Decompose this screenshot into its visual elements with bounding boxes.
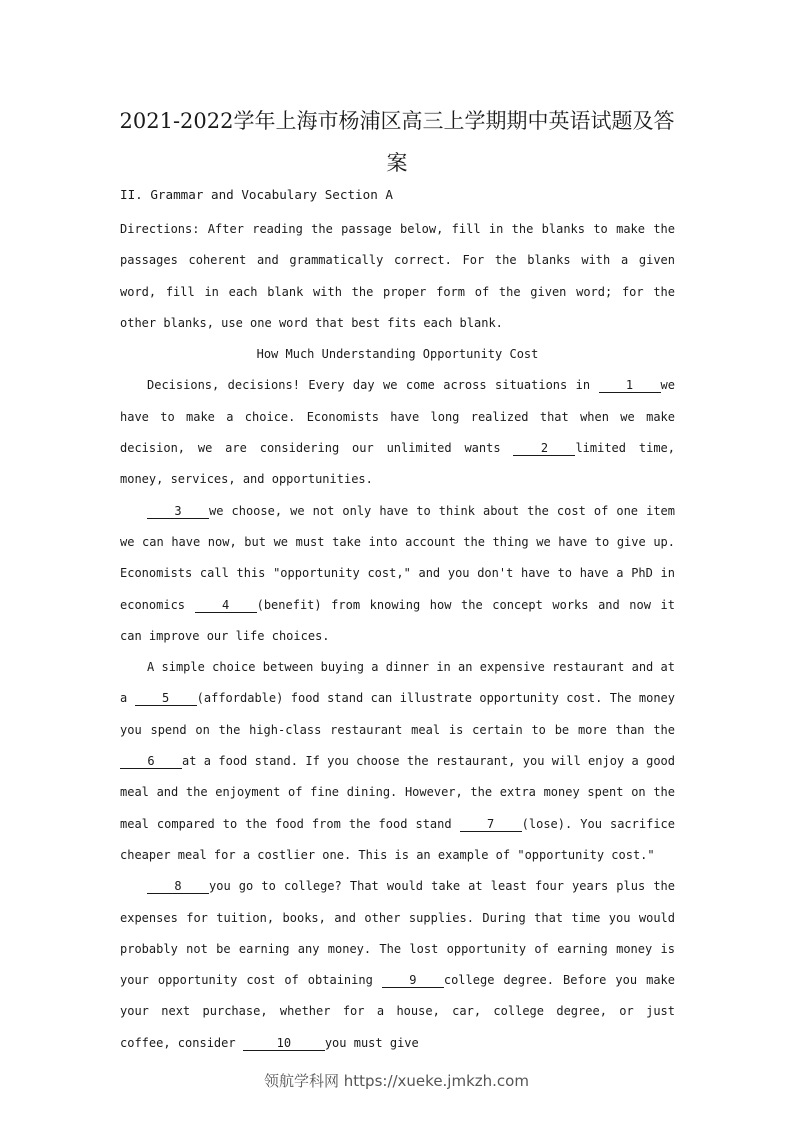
- paragraph-text: (lose). You sacrifice cheaper meal for a costlier one. This is an example of "opportunity cost.": [120, 816, 675, 862]
- blank-9: 9: [382, 973, 444, 988]
- document-title: 2021-2022学年上海市杨浦区高三上学期期中英语试题及答案: [119, 109, 675, 175]
- paragraph-text: you must give: [324, 1035, 419, 1050]
- paragraph-text: college degree. Before you make your next purchase, whether for a house, car, college degree, or just coffee, consider: [120, 973, 675, 1050]
- paragraph-2: [120, 496, 675, 652]
- paragraph-3: [120, 652, 675, 871]
- blank-6: 6: [120, 754, 182, 769]
- blank-3: 3: [147, 504, 209, 519]
- paragraph-text: at a food stand. If you choose the restaurant, you will enjoy a good meal and the enjoyment of fine dining. However, the extra money spent on the meal compared to the food from the food stand: [120, 754, 675, 831]
- section-heading: II. Grammar and Vocabulary Section A: [120, 187, 393, 202]
- blank-2: 2: [513, 441, 575, 456]
- paragraph-text: A simple choice between buying a dinner in an expensive restaurant and at a: [120, 660, 675, 706]
- blank-4: 4: [195, 598, 257, 613]
- blank-5: 5: [135, 691, 197, 706]
- directions: Directions: After reading the passage below, fill in the blanks to make the passages coherent and grammatically correct. For the blanks with a given word, fill in each blank with the proper form of the given word; for the other blanks, use one word that best fits each blank.: [120, 222, 675, 330]
- paragraph-text: we have to make a choice. Economists have long realized that when we make decision, we are considering our unlimited wants: [120, 378, 675, 456]
- blank-8: 8: [147, 879, 209, 894]
- paragraph-4: [120, 871, 675, 1059]
- passage-title: How Much Understanding Opportunity Cost: [256, 347, 539, 362]
- blank-10: 10: [243, 1036, 325, 1051]
- paragraph-text: Decisions, decisions! Every day we come across situations in: [147, 378, 599, 393]
- blank-7: 7: [460, 817, 522, 832]
- paragraph-text: (affordable) food stand can illustrate opportunity cost. The money you spend on the high-class restaurant meal is certain to be more than the: [120, 691, 675, 737]
- page-footer: 领航学科网 https://xueke.jmkzh.com: [264, 1072, 529, 1090]
- paragraph-text: we choose, we not only have to think about the cost of one item we can have now, but we must take into account the thing we have to give up. Economists call this "opportunity cost," and you don't have to have a PhD in economics: [120, 503, 675, 612]
- paragraph-text: limited time, money, services, and opportunities.: [120, 441, 675, 487]
- blank-1: 1: [599, 378, 661, 393]
- paragraph-1: [120, 370, 675, 495]
- paragraph-text: (benefit) from knowing how the concept works and now it can improve our life choices.: [120, 597, 675, 643]
- paragraph-text: you go to college? That would take at least four years plus the expenses for tuition, books, and other supplies. During that time you would probably not be earning any money. The lost opportunity of earning money is your opportunity cost of obtaining: [120, 879, 675, 988]
- document-body: [120, 214, 675, 1059]
